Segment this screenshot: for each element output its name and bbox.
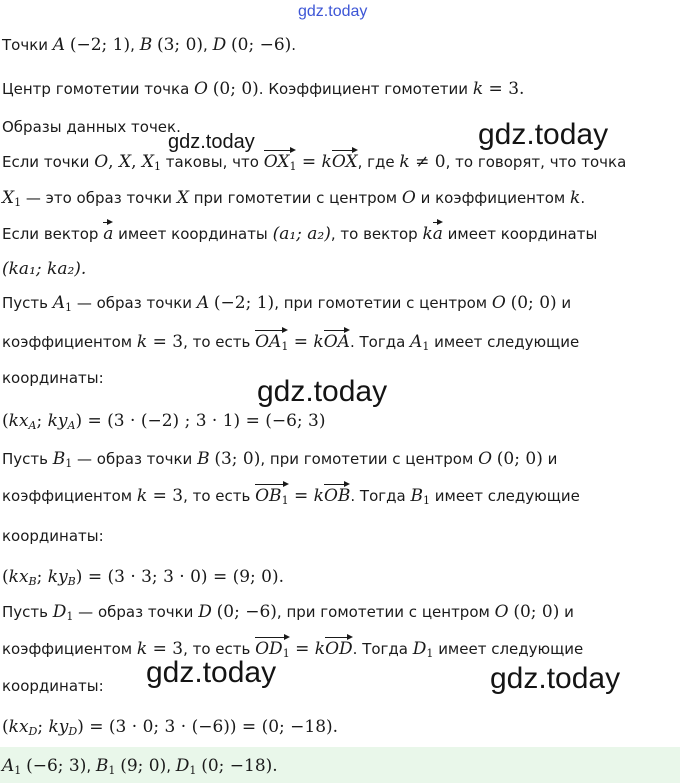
- watermark: gdz.today: [257, 375, 388, 408]
- block-d-calc: (kxD; kyD) = (3 · 0; 3 · (−6)) = (0; −18).: [2, 717, 339, 738]
- watermark-top: gdz.today: [298, 3, 368, 20]
- rule-line-2: $X_1$ — это образ точки X при гомотетии с центром O и коэффициентом k.: [2, 188, 586, 209]
- block-b-line-1: Пусть $B_1$ — образ точки B (3; 0), при гомотетии с центром O (0; 0) и: [2, 449, 558, 470]
- watermark: gdz.today: [490, 662, 621, 695]
- subheading: Образы данных точек.: [2, 118, 181, 136]
- block-a-line-2: коэффициентом k = 3, то есть $OA_1$ = kOA. Тогда $A_1$ имеет следующие: [2, 331, 579, 358]
- block-b-calc: (kxB; kyB) = (3 · 3; 3 · 0) = (9; 0).: [2, 567, 285, 588]
- block-d-line-2: коэффициентом k = 3, то есть $OD_1$ = kOD. Тогда $D_1$ имеет следующие: [2, 638, 583, 665]
- answer-text: $A_1$ (−6; 3), $B_1$ (9; 0), $D_1$ (0; −18).: [2, 756, 278, 777]
- block-a-line-1: Пусть $A_1$ — образ точки A (−2; 1), при гомотетии с центром O (0; 0) и: [2, 293, 572, 314]
- watermark: gdz.today: [146, 656, 277, 689]
- block-d-line-1: Пусть $D_1$ — образ точки D (0; −6), при гомотетии с центром O (0; 0) и: [2, 602, 574, 623]
- rule-line-1: Если точки O, X, $X_1$ таковы, что $OX_1$ = kOX, где k ≠ 0, то говорят, что точка: [2, 151, 626, 178]
- block-a-calc: (kxA; kyA) = (3 · (−2) ; 3 · 1) = (−6; 3): [2, 411, 326, 432]
- watermark: gdz.today: [478, 118, 609, 151]
- block-d-line-3: координаты:: [2, 677, 104, 695]
- block-b-line-2: коэффициентом k = 3, то есть $OB_1$ = kOB. Тогда $B_1$ имеет следующие: [2, 485, 580, 512]
- vector-rule-line-1: Если вектор a имеет координаты (a₁; a₂), то вектор ka имеет координаты: [2, 224, 598, 244]
- block-b-line-3: координаты:: [2, 527, 104, 545]
- vector-rule-line-2: (ka₁; ka₂).: [2, 259, 87, 279]
- watermark: gdz.today: [168, 131, 255, 153]
- center-and-coefficient: Центр гомотетии точка O (0; 0). Коэффициент гомотетии k = 3.: [2, 79, 525, 99]
- block-a-line-3: координаты:: [2, 369, 104, 387]
- given-points: Точки A (−2; 1), B (3; 0), D (0; −6).: [2, 35, 297, 55]
